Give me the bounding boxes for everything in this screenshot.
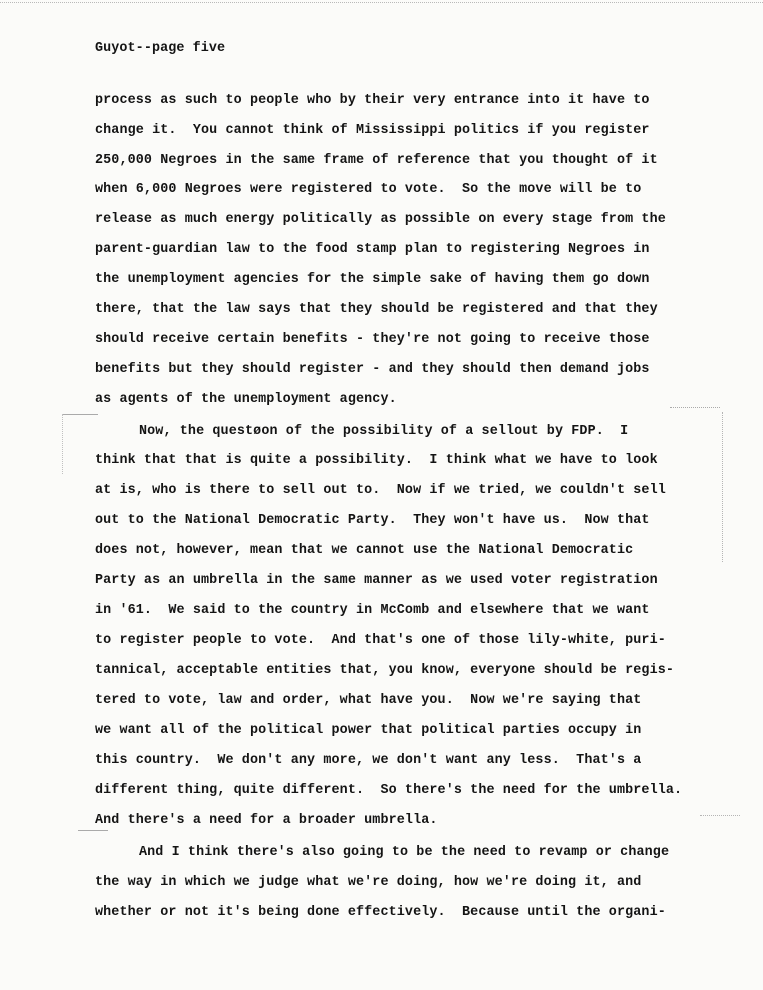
text-line: there, that the law says that they should be registered and that they: [95, 302, 658, 317]
text-line: to register people to vote. And that's one of those lily-white, puri-: [95, 633, 666, 648]
text-line: does not, however, mean that we cannot use the National Democratic: [95, 543, 634, 558]
text-line: this country. We don't any more, we don't want any less. That's a: [95, 753, 642, 768]
text-line: parent-guardian law to the food stamp plan to registering Negroes in: [95, 242, 650, 257]
text-line: tered to vote, law and order, what have you. Now we're saying that: [95, 693, 642, 708]
text-line: think that that is quite a possibility. I think what we have to look: [95, 453, 658, 468]
paragraph-start-line: And I think there's also going to be the need to revamp or change: [139, 845, 670, 860]
margin-scribble: [78, 830, 108, 831]
text-line: the way in which we judge what we're doing, how we're doing it, and: [95, 875, 642, 890]
text-line: when 6,000 Negroes were registered to vote. So the move will be to: [95, 182, 642, 197]
margin-scribble: [700, 815, 740, 816]
text-line: release as much energy politically as possible on every stage from the: [95, 212, 666, 227]
text-line: at is, who is there to sell out to. Now if we tried, we couldn't sell: [95, 483, 666, 498]
text-line: process as such to people who by their very entrance into it have to: [95, 93, 650, 108]
text-line: tannical, acceptable entities that, you know, everyone should be regis-: [95, 663, 675, 678]
text-line: And there's a need for a broader umbrella.: [95, 813, 438, 828]
page-header: Guyot--page five: [95, 41, 226, 56]
text-line: Party as an umbrella in the same manner as we used voter registration: [95, 573, 658, 588]
text-line: benefits but they should register - and they should then demand jobs: [95, 362, 650, 377]
margin-scribble: [722, 412, 723, 562]
text-line: we want all of the political power that political parties occupy in: [95, 723, 642, 738]
text-line: as agents of the unemployment agency.: [95, 392, 397, 407]
text-line: in '61. We said to the country in McComb and elsewhere that we want: [95, 603, 650, 618]
margin-scribble: [62, 414, 63, 474]
text-line: should receive certain benefits - they're not going to receive those: [95, 332, 650, 347]
margin-scribble: [670, 407, 720, 408]
paragraph-start-line: Now, the questøon of the possibility of a sellout by FDP. I: [139, 424, 629, 439]
text-line: out to the National Democratic Party. They won't have us. Now that: [95, 513, 650, 528]
text-line: change it. You cannot think of Mississippi politics if you register: [95, 123, 650, 138]
text-line: different thing, quite different. So there's the need for the umbrella.: [95, 783, 683, 798]
text-line: whether or not it's being done effectively. Because until the organi-: [95, 905, 666, 920]
text-line: 250,000 Negroes in the same frame of reference that you thought of it: [95, 153, 658, 168]
margin-scribble: [62, 414, 98, 415]
text-line: the unemployment agencies for the simple sake of having them go down: [95, 272, 650, 287]
